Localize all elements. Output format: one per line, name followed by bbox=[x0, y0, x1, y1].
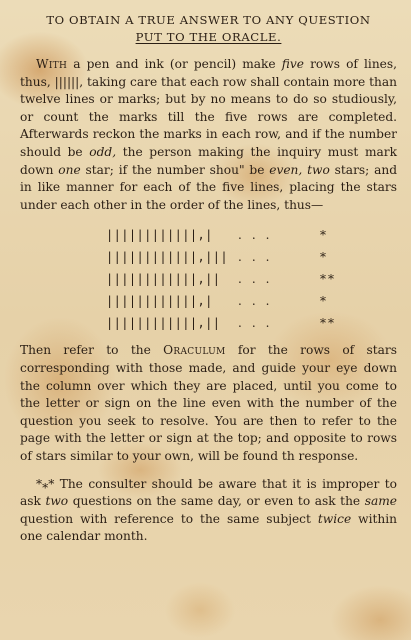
star-marks: * bbox=[320, 228, 328, 243]
example-row bbox=[106, 268, 346, 290]
heading-line-2: PUT TO THE ORACLE. bbox=[135, 30, 282, 44]
text-run: stars; and in like manner for each of the five lines, placing the stars under each other in the order of the lines, thus— bbox=[20, 162, 398, 212]
leader-dots: ... bbox=[238, 272, 280, 287]
emphasis: five bbox=[281, 57, 304, 71]
text-run: a pen and ink (or pencil) make bbox=[67, 57, 282, 71]
star-marks: * bbox=[320, 250, 328, 265]
emphasis: odd, bbox=[89, 144, 117, 159]
asterism-icon: *⁎* bbox=[36, 476, 55, 491]
leader-dots: ... bbox=[238, 250, 280, 265]
leader-dots: ... bbox=[238, 294, 280, 309]
text-run: star; if the number shou" be bbox=[80, 162, 270, 177]
heading bbox=[20, 12, 397, 46]
example-row bbox=[106, 312, 346, 334]
emphasis: even, bbox=[269, 162, 303, 177]
instructions-paragraph bbox=[20, 56, 397, 214]
example-rows bbox=[106, 224, 346, 334]
emphasis: same bbox=[364, 494, 397, 509]
leader-dots: ... bbox=[238, 228, 280, 243]
text-run: within one calendar month. bbox=[20, 511, 398, 544]
emphasis: two bbox=[45, 494, 69, 509]
example-row bbox=[106, 224, 346, 246]
star-marks: ** bbox=[320, 316, 336, 331]
text-run: question with reference to the same subject bbox=[20, 511, 318, 526]
lead-word: With bbox=[36, 57, 68, 71]
line-marks: ||||||||||||,| bbox=[106, 228, 213, 243]
example-row bbox=[106, 246, 346, 268]
emphasis: twice bbox=[317, 511, 352, 526]
line-marks: ||||||||||||,|| bbox=[106, 316, 221, 331]
line-marks: ||||||||||||,||| bbox=[106, 250, 228, 265]
text-run: rows of lines, thus, ||||||, taking care that each row shall contain more than twelve lines or marks; but by no means to do so studiously, or count the marks till the five rows are completed. Afterwards reckon the marks in each row, and if the number should be bbox=[20, 57, 398, 159]
line-marks: ||||||||||||,| bbox=[106, 294, 213, 309]
reference-paragraph bbox=[20, 342, 397, 465]
star-marks: ** bbox=[320, 272, 336, 287]
text-run: The consulter should be aware that it is improper to ask bbox=[20, 476, 397, 509]
text-run: for the rows of stars corresponding with those made, and guide your eye down the column over which they are placed, until you come to the letter or sign on the line even with the number of the question you seek to resolve. You are then to refer to the page with the letter or sign at the top; and opposite to rows of stars similar to your own, will be found th response. bbox=[20, 343, 398, 463]
text-run: questions on the same day, or even to ask the bbox=[68, 494, 365, 509]
emphasis: one bbox=[58, 162, 81, 177]
leader-dots: ... bbox=[238, 316, 280, 331]
heading-line-1: TO OBTAIN A TRUE ANSWER TO ANY QUESTION bbox=[46, 13, 371, 27]
oraculum-name: Oraculum bbox=[163, 343, 226, 358]
text-run: the person making the inquiry must mark down bbox=[20, 144, 397, 177]
note-paragraph bbox=[20, 476, 397, 546]
emphasis: two bbox=[307, 162, 330, 177]
text-run: Then refer to the bbox=[20, 343, 164, 358]
line-marks: ||||||||||||,|| bbox=[106, 272, 221, 287]
star-marks: * bbox=[320, 294, 328, 309]
example-row bbox=[106, 290, 346, 312]
